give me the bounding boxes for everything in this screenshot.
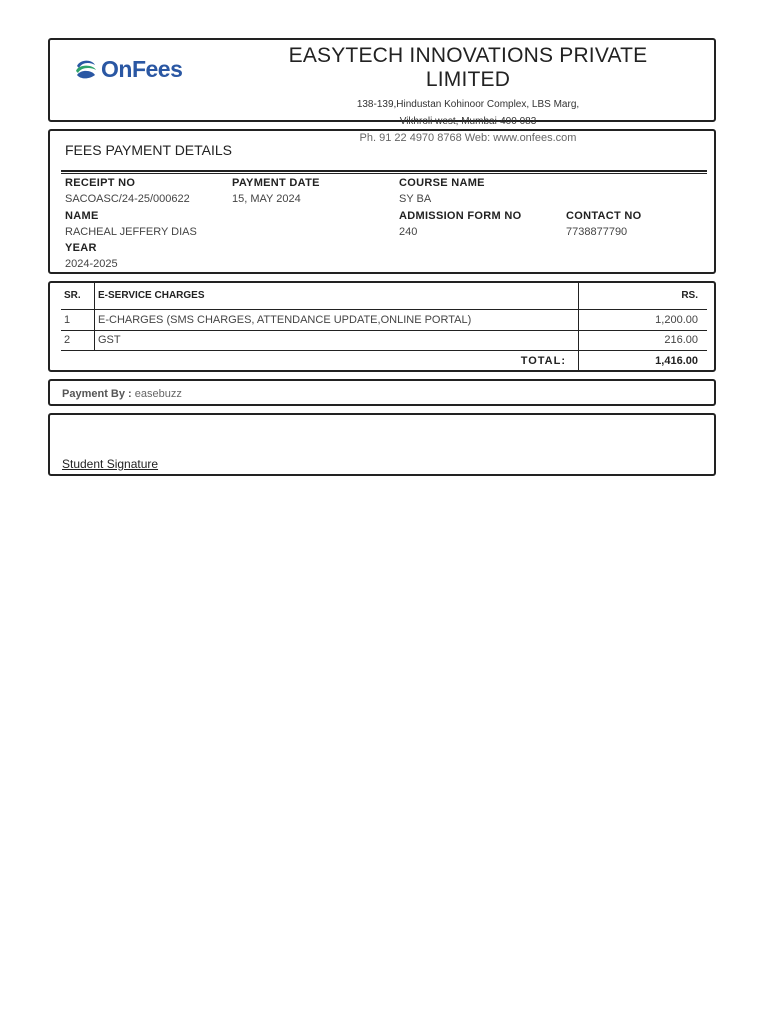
year-value: 2024-2025 — [65, 258, 118, 270]
address-line-2: Vikhroli west, Mumbai-400 083 — [399, 116, 537, 127]
payment-method-value: easebuzz — [134, 388, 182, 400]
row-description: GST — [98, 334, 121, 346]
contact-line: Ph. 91 22 4970 8768 Web: www.onfees.com — [359, 132, 577, 144]
course-name-label: COURSE NAME — [399, 177, 485, 189]
row-sr: 1 — [64, 314, 71, 326]
row-divider — [61, 330, 707, 331]
contact-no-value: 7738877790 — [566, 226, 628, 238]
column-divider — [94, 283, 95, 351]
total-value: 1,416.00 — [655, 355, 698, 367]
receipt-no-label: RECEIPT NO — [65, 177, 136, 189]
row-divider — [61, 309, 707, 310]
logo-text: OnFees — [101, 56, 183, 82]
total-label: TOTAL: — [520, 355, 566, 367]
payment-date-value: 15, MAY 2024 — [232, 193, 301, 205]
row-amount: 216.00 — [664, 334, 698, 346]
name-label: NAME — [65, 210, 99, 222]
student-signature-label: Student Signature — [62, 457, 159, 471]
signature-section — [48, 413, 716, 476]
payment-details-section — [48, 129, 716, 274]
row-sr: 2 — [64, 334, 71, 346]
payment-method-section — [48, 379, 716, 406]
address-line-1: 138-139,Hindustan Kohinoor Complex, LBS Marg, — [356, 99, 580, 110]
name-value: RACHEAL JEFFERY DIAS — [65, 226, 197, 238]
payment-method — [62, 388, 182, 400]
row-divider — [61, 350, 707, 351]
company-name: EASYTECH INNOVATIONS PRIVATE LIMITED — [288, 44, 648, 91]
section-title: FEES PAYMENT DETAILS — [65, 142, 233, 158]
course-name-value: SY BA — [399, 193, 432, 205]
column-header-amount: RS. — [681, 290, 698, 301]
admission-form-value: 240 — [399, 226, 418, 238]
row-amount: 1,200.00 — [655, 314, 698, 326]
onfees-logo — [74, 56, 182, 83]
contact-no-label: CONTACT NO — [566, 210, 642, 222]
charges-table — [48, 281, 716, 372]
onfees-logo-icon — [74, 58, 98, 82]
receipt-no-value: SACOASC/24-25/000622 — [65, 193, 190, 205]
column-header-sr: SR. — [64, 290, 81, 301]
column-divider — [578, 283, 579, 370]
company-header — [48, 38, 716, 144]
admission-form-label: ADMISSION FORM NO — [399, 210, 522, 222]
payment-date-label: PAYMENT DATE — [232, 177, 320, 189]
payment-method-label: Payment By : — [62, 388, 132, 400]
row-description: E-CHARGES (SMS CHARGES, ATTENDANCE UPDATE,ONLINE PORTAL) — [98, 314, 472, 326]
column-header-description: E-SERVICE CHARGES — [98, 290, 205, 301]
year-label: YEAR — [65, 242, 97, 254]
section-divider — [61, 170, 707, 174]
